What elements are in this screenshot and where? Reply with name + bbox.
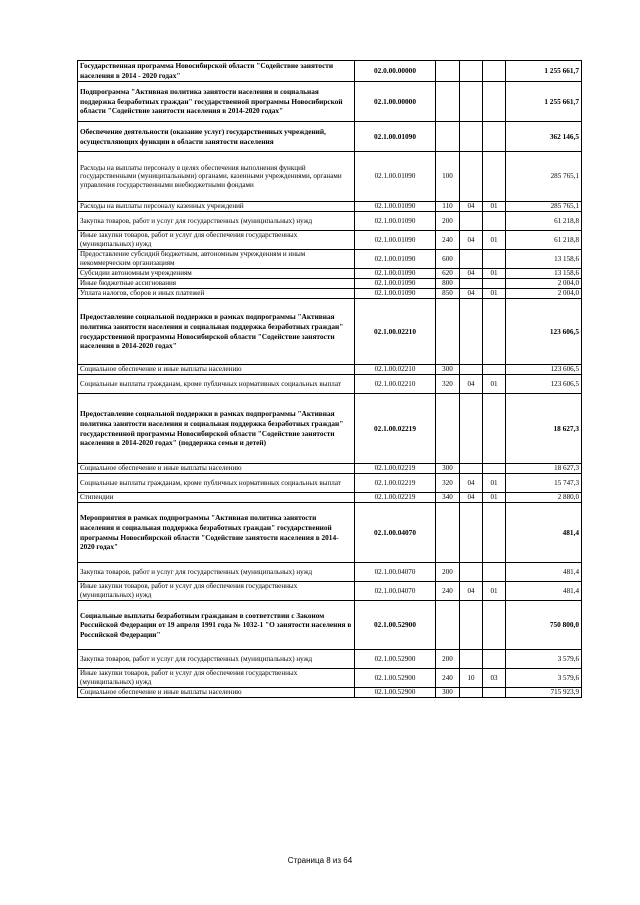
cell-pr bbox=[483, 394, 506, 464]
cell-pr bbox=[483, 464, 506, 474]
cell-name: Закупка товаров, работ и услуг для государственных (муниципальных) нужд bbox=[78, 650, 355, 669]
cell-pr bbox=[483, 212, 506, 231]
table-row bbox=[78, 212, 582, 231]
cell-sum: 481,4 bbox=[506, 582, 582, 601]
cell-name: Мероприятия в рамках подпрограммы "Активная политика занятости населения и социальная поддержка безработных граждан" государственной программы Новосибирской области "Содействие занятости населения в 2014-2020 годах" bbox=[78, 503, 355, 563]
budget-table-body bbox=[78, 61, 582, 698]
cell-code: 02.1.00.01090 bbox=[355, 269, 436, 279]
table-row bbox=[78, 563, 582, 582]
cell-pr bbox=[483, 279, 506, 289]
cell-name: Государственная программа Новосибирской области "Содействие занятости населения в 2014 - 2020 годах" bbox=[78, 61, 355, 82]
table-row bbox=[78, 299, 582, 365]
cell-sum: 13 158,6 bbox=[506, 250, 582, 269]
cell-sum: 13 158,6 bbox=[506, 269, 582, 279]
cell-code: 02.1.00.01090 bbox=[355, 212, 436, 231]
cell-sum: 481,4 bbox=[506, 563, 582, 582]
table-row bbox=[78, 375, 582, 394]
cell-rz bbox=[460, 688, 483, 698]
cell-rz: 04 bbox=[460, 474, 483, 493]
cell-sum: 1 255 661,7 bbox=[506, 61, 582, 82]
cell-sum: 3 579,6 bbox=[506, 650, 582, 669]
cell-code: 02.1.00.02219 bbox=[355, 493, 436, 503]
cell-sum: 2 880,0 bbox=[506, 493, 582, 503]
cell-code: 02.1.00.01090 bbox=[355, 231, 436, 250]
cell-code: 02.1.00.01090 bbox=[355, 250, 436, 269]
cell-sum: 285 765,1 bbox=[506, 152, 582, 202]
cell-vr bbox=[436, 299, 460, 365]
cell-pr bbox=[483, 503, 506, 563]
cell-code: 02.1.00.52900 bbox=[355, 601, 436, 650]
table-row bbox=[78, 231, 582, 250]
cell-code: 02.1.00.04070 bbox=[355, 563, 436, 582]
cell-code: 02.1.00.52900 bbox=[355, 688, 436, 698]
cell-name: Иные закупки товаров, работ и услуг для обеспечения государственных (муниципальных) нужд bbox=[78, 582, 355, 601]
cell-rz bbox=[460, 650, 483, 669]
cell-pr bbox=[483, 250, 506, 269]
cell-name: Иные закупки товаров, работ и услуг для обеспечения государственных (муниципальных) нужд bbox=[78, 231, 355, 250]
cell-pr: 01 bbox=[483, 231, 506, 250]
cell-name: Обеспечение деятельности (оказание услуг) государственных учреждений, осуществляющих функции в области занятости населения bbox=[78, 122, 355, 152]
cell-vr: 200 bbox=[436, 650, 460, 669]
cell-code: 02.1.00.01090 bbox=[355, 279, 436, 289]
cell-sum: 123 606,5 bbox=[506, 365, 582, 375]
cell-rz bbox=[460, 122, 483, 152]
cell-sum: 61 218,8 bbox=[506, 231, 582, 250]
cell-sum: 2 004,0 bbox=[506, 289, 582, 299]
table-row bbox=[78, 269, 582, 279]
table-row bbox=[78, 82, 582, 122]
table-row bbox=[78, 669, 582, 688]
cell-vr: 110 bbox=[436, 202, 460, 212]
table-row bbox=[78, 250, 582, 269]
cell-vr: 600 bbox=[436, 250, 460, 269]
table-row bbox=[78, 279, 582, 289]
table-row bbox=[78, 394, 582, 464]
cell-sum: 18 627,3 bbox=[506, 394, 582, 464]
cell-code: 02.1.00.00000 bbox=[355, 82, 436, 122]
cell-name: Уплата налогов, сборов и иных платежей bbox=[78, 289, 355, 299]
table-row bbox=[78, 474, 582, 493]
cell-name: Расходы на выплаты персоналу в целях обеспечения выполнения функций государственными (муниципальными) органами, казенными учреждениями, органами управления государственными внебюджетными фондами bbox=[78, 152, 355, 202]
cell-sum: 61 218,8 bbox=[506, 212, 582, 231]
cell-pr bbox=[483, 601, 506, 650]
cell-rz: 04 bbox=[460, 493, 483, 503]
cell-rz bbox=[460, 464, 483, 474]
cell-vr bbox=[436, 503, 460, 563]
cell-sum: 750 800,0 bbox=[506, 601, 582, 650]
cell-name: Социальные выплаты гражданам, кроме публичных нормативных социальных выплат bbox=[78, 474, 355, 493]
cell-rz bbox=[460, 394, 483, 464]
cell-name: Социальное обеспечение и иные выплаты населению bbox=[78, 464, 355, 474]
cell-rz bbox=[460, 503, 483, 563]
cell-name: Иные бюджетные ассигнования bbox=[78, 279, 355, 289]
cell-rz bbox=[460, 61, 483, 82]
cell-code: 02.1.00.02219 bbox=[355, 394, 436, 464]
cell-name: Расходы на выплаты персоналу казенных учреждений bbox=[78, 202, 355, 212]
cell-sum: 1 255 661,7 bbox=[506, 82, 582, 122]
cell-code: 02.0.00.00000 bbox=[355, 61, 436, 82]
table-row bbox=[78, 464, 582, 474]
cell-name: Стипендии bbox=[78, 493, 355, 503]
cell-code: 02.1.00.02219 bbox=[355, 474, 436, 493]
cell-pr bbox=[483, 299, 506, 365]
table-row bbox=[78, 582, 582, 601]
cell-name: Социальное обеспечение и иные выплаты населению bbox=[78, 365, 355, 375]
cell-name: Предоставление социальной поддержки в рамках подпрограммы "Активная политика занятости населения и социальная поддержка безработных граждан" государственной программы Новосибирской области "Содействие занятости населения в 2014-2020 годах" bbox=[78, 299, 355, 365]
table-row bbox=[78, 152, 582, 202]
cell-vr: 200 bbox=[436, 212, 460, 231]
cell-code: 02.1.00.04070 bbox=[355, 503, 436, 563]
cell-pr: 01 bbox=[483, 202, 506, 212]
cell-pr bbox=[483, 82, 506, 122]
cell-sum: 715 923,9 bbox=[506, 688, 582, 698]
cell-sum: 285 765,1 bbox=[506, 202, 582, 212]
table-row bbox=[78, 365, 582, 375]
cell-sum: 123 606,5 bbox=[506, 375, 582, 394]
cell-pr: 03 bbox=[483, 669, 506, 688]
cell-code: 02.1.00.52900 bbox=[355, 650, 436, 669]
cell-code: 02.1.00.02210 bbox=[355, 375, 436, 394]
cell-vr: 240 bbox=[436, 231, 460, 250]
cell-rz: 04 bbox=[460, 375, 483, 394]
cell-name: Социальное обеспечение и иные выплаты населению bbox=[78, 688, 355, 698]
cell-name: Иные закупки товаров, работ и услуг для обеспечения государственных (муниципальных) нужд bbox=[78, 669, 355, 688]
cell-vr: 100 bbox=[436, 152, 460, 202]
cell-sum: 481,4 bbox=[506, 503, 582, 563]
cell-code: 02.1.00.52900 bbox=[355, 669, 436, 688]
cell-name: Субсидии автономным учреждениям bbox=[78, 269, 355, 279]
cell-pr bbox=[483, 365, 506, 375]
cell-sum: 362 146,5 bbox=[506, 122, 582, 152]
cell-rz: 04 bbox=[460, 289, 483, 299]
cell-sum: 2 004,0 bbox=[506, 279, 582, 289]
table-row bbox=[78, 122, 582, 152]
table-row bbox=[78, 289, 582, 299]
cell-code: 02.1.00.02219 bbox=[355, 464, 436, 474]
cell-code: 02.1.00.01090 bbox=[355, 152, 436, 202]
cell-name: Предоставление субсидий бюджетным, автономным учреждениям и иным некоммерческим организациям bbox=[78, 250, 355, 269]
cell-pr bbox=[483, 563, 506, 582]
table-row bbox=[78, 601, 582, 650]
cell-vr: 800 bbox=[436, 279, 460, 289]
cell-code: 02.1.00.01090 bbox=[355, 289, 436, 299]
cell-vr: 240 bbox=[436, 669, 460, 688]
cell-pr: 01 bbox=[483, 582, 506, 601]
cell-code: 02.1.00.01090 bbox=[355, 122, 436, 152]
cell-vr: 300 bbox=[436, 688, 460, 698]
table-row bbox=[78, 503, 582, 563]
cell-code: 02.1.00.02210 bbox=[355, 299, 436, 365]
cell-rz bbox=[460, 82, 483, 122]
cell-rz bbox=[460, 299, 483, 365]
cell-vr bbox=[436, 601, 460, 650]
cell-rz bbox=[460, 250, 483, 269]
cell-pr bbox=[483, 152, 506, 202]
cell-pr bbox=[483, 122, 506, 152]
cell-sum: 3 579,6 bbox=[506, 669, 582, 688]
cell-vr: 620 bbox=[436, 269, 460, 279]
cell-rz bbox=[460, 152, 483, 202]
cell-pr bbox=[483, 688, 506, 698]
cell-rz: 04 bbox=[460, 582, 483, 601]
cell-rz bbox=[460, 601, 483, 650]
budget-table bbox=[77, 60, 582, 698]
cell-vr: 340 bbox=[436, 493, 460, 503]
cell-pr: 01 bbox=[483, 474, 506, 493]
cell-vr: 320 bbox=[436, 474, 460, 493]
page-footer: Страница 8 из 64 bbox=[287, 856, 353, 865]
cell-vr: 200 bbox=[436, 563, 460, 582]
document-page bbox=[77, 60, 581, 698]
cell-vr: 300 bbox=[436, 365, 460, 375]
cell-rz: 04 bbox=[460, 269, 483, 279]
cell-rz bbox=[460, 365, 483, 375]
cell-vr: 320 bbox=[436, 375, 460, 394]
cell-rz: 04 bbox=[460, 231, 483, 250]
cell-pr: 01 bbox=[483, 289, 506, 299]
cell-vr: 850 bbox=[436, 289, 460, 299]
cell-name: Социальные выплаты безработным гражданам в соответствии с Законом Российской Федерации от 19 апреля 1991 года № 1032-1 "О занятости населения в Российской Федерации" bbox=[78, 601, 355, 650]
cell-sum: 123 606,5 bbox=[506, 299, 582, 365]
cell-code: 02.1.00.02210 bbox=[355, 365, 436, 375]
cell-vr bbox=[436, 122, 460, 152]
cell-vr bbox=[436, 394, 460, 464]
cell-pr bbox=[483, 650, 506, 669]
cell-name: Подпрограмма "Активная политика занятости населения и социальная поддержка безработных граждан" государственной программы Новосибирской области "Содействие занятости населения в 2014-2020 годах" bbox=[78, 82, 355, 122]
cell-pr: 01 bbox=[483, 375, 506, 394]
table-row bbox=[78, 202, 582, 212]
cell-name: Закупка товаров, работ и услуг для государственных (муниципальных) нужд bbox=[78, 563, 355, 582]
cell-vr bbox=[436, 61, 460, 82]
cell-vr: 300 bbox=[436, 464, 460, 474]
cell-rz: 04 bbox=[460, 202, 483, 212]
cell-name: Предоставление социальной поддержки в рамках подпрограммы "Активная политика занятости населения и социальная поддержка безработных граждан" государственной программы Новосибирской области "Содействие занятости населения в 2014-2020 годах" (поддержка семьи и детей) bbox=[78, 394, 355, 464]
table-row bbox=[78, 493, 582, 503]
table-row bbox=[78, 688, 582, 698]
cell-vr bbox=[436, 82, 460, 122]
cell-code: 02.1.00.04070 bbox=[355, 582, 436, 601]
cell-pr bbox=[483, 61, 506, 82]
cell-pr: 01 bbox=[483, 269, 506, 279]
table-row bbox=[78, 61, 582, 82]
cell-vr: 240 bbox=[436, 582, 460, 601]
cell-sum: 15 747,3 bbox=[506, 474, 582, 493]
cell-rz: 10 bbox=[460, 669, 483, 688]
cell-rz bbox=[460, 279, 483, 289]
cell-code: 02.1.00.01090 bbox=[355, 202, 436, 212]
cell-rz bbox=[460, 563, 483, 582]
cell-sum: 18 627,3 bbox=[506, 464, 582, 474]
cell-name: Закупка товаров, работ и услуг для государственных (муниципальных) нужд bbox=[78, 212, 355, 231]
cell-rz bbox=[460, 212, 483, 231]
cell-name: Социальные выплаты гражданам, кроме публичных нормативных социальных выплат bbox=[78, 375, 355, 394]
cell-pr: 01 bbox=[483, 493, 506, 503]
table-row bbox=[78, 650, 582, 669]
